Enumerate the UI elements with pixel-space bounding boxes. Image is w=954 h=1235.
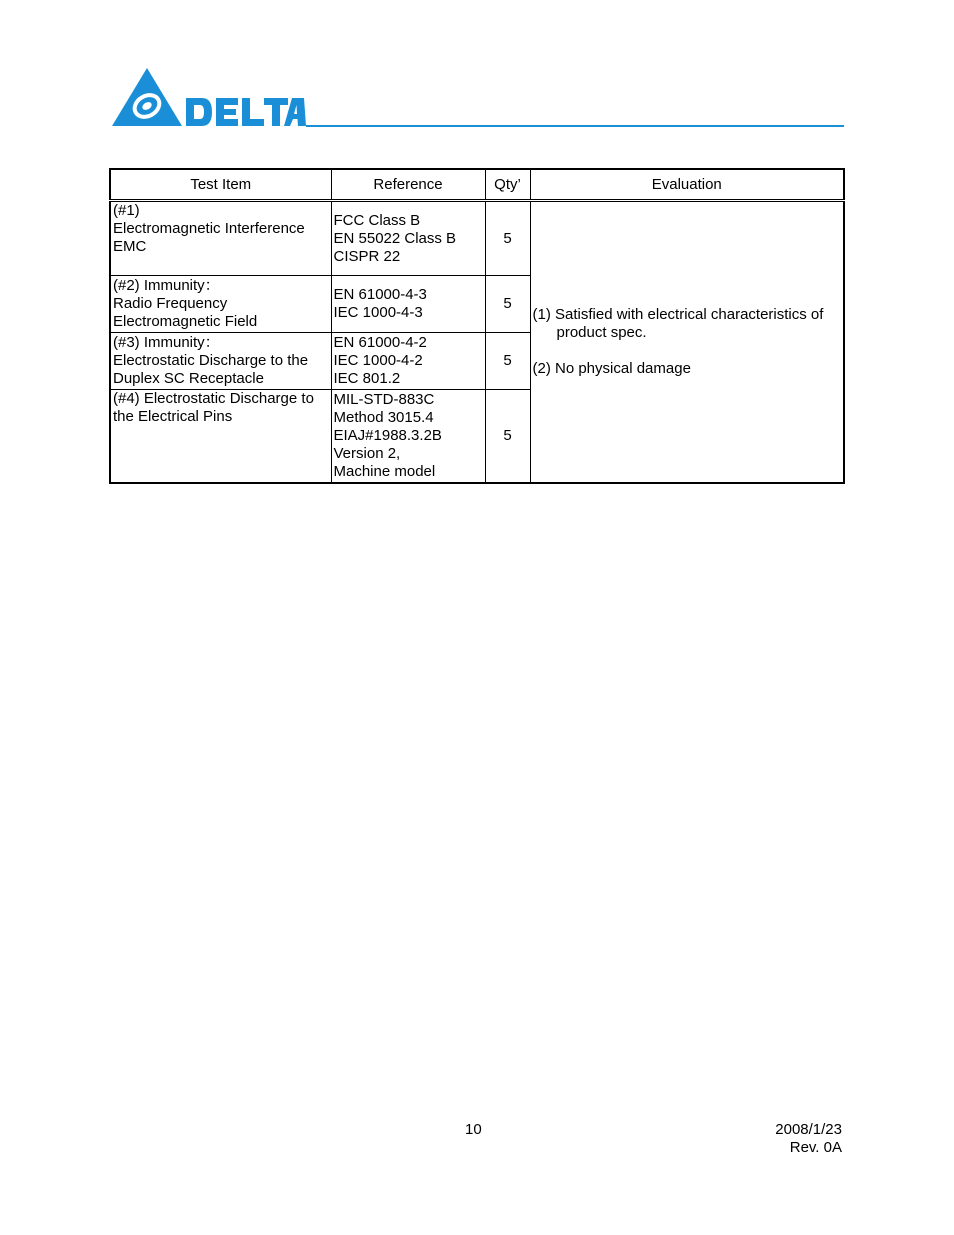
qty-cell: 5 <box>485 390 530 483</box>
reference-line: FCC Class B <box>333 211 421 229</box>
test-item-line: Radio Frequency <box>113 295 228 312</box>
reference-cell <box>331 390 485 483</box>
delta-logo <box>112 66 312 128</box>
reference-line: EN 61000-4-2 <box>333 334 427 351</box>
qty-cell: 5 <box>485 276 530 333</box>
reference-cell <box>331 333 485 390</box>
qty-cell: 5 <box>485 333 530 390</box>
test-item-line: Electromagnetic Interference <box>113 220 305 237</box>
reference-line: EN 61000-4-3 <box>333 286 427 303</box>
header-test-item: Test Item <box>110 169 331 201</box>
delta-logo-icon <box>112 66 312 128</box>
reference-cell <box>331 276 485 333</box>
header-reference: Reference <box>331 169 485 201</box>
qty-cell: 5 <box>485 201 530 276</box>
reference-line: IEC 801.2 <box>333 370 401 387</box>
header-qty: Qty’ <box>485 169 530 201</box>
evaluation-line-1: (1) Satisfied with electrical characteristics of <box>532 305 824 323</box>
test-item-line: the Electrical Pins <box>113 408 233 425</box>
reference-line: IEC 1000-4-2 <box>333 352 423 369</box>
header-rule <box>306 125 844 127</box>
page-number: 10 <box>465 1121 482 1138</box>
footer-revision: Rev. 0A <box>789 1139 842 1156</box>
test-item-cell <box>110 390 331 483</box>
reference-line: EIAJ#1988.3.2B <box>333 426 442 444</box>
reference-line: Machine model <box>333 462 436 480</box>
reference-line: Method 3015.4 <box>333 408 434 426</box>
test-item-cell <box>110 333 331 390</box>
reference-cell <box>331 201 485 276</box>
test-item-line: (#1) <box>113 202 140 219</box>
reference-line: Version 2, <box>333 444 401 462</box>
test-item-line: Electrostatic Discharge to the <box>113 352 309 369</box>
reference-line: MIL-STD-883C <box>333 390 435 408</box>
table-header-row <box>110 169 844 201</box>
test-item-line: (#2) Immunity： <box>113 277 220 294</box>
evaluation-cell <box>530 201 844 483</box>
header-evaluation: Evaluation <box>530 169 844 201</box>
table-row <box>110 201 844 276</box>
test-item-line: Duplex SC Receptacle <box>113 370 264 387</box>
test-item-line: (#4) Electrostatic Discharge to <box>113 390 314 407</box>
test-item-cell <box>110 201 331 276</box>
test-item-line: Electromagnetic Field <box>113 313 258 330</box>
evaluation-line-2: (2) No physical damage <box>532 359 691 377</box>
evaluation-gap <box>533 342 842 360</box>
reference-line: CISPR 22 <box>333 247 401 265</box>
evaluation-line-1-cont: product spec. <box>556 323 647 341</box>
reference-line: IEC 1000-4-3 <box>333 304 423 321</box>
test-item-line: EMC <box>113 238 147 255</box>
footer-date: 2008/1/23 <box>775 1121 842 1138</box>
test-table <box>109 168 845 484</box>
test-item-cell <box>110 276 331 333</box>
test-item-line: (#3) Immunity： <box>113 334 220 351</box>
reference-line: EN 55022 Class B <box>333 229 457 247</box>
